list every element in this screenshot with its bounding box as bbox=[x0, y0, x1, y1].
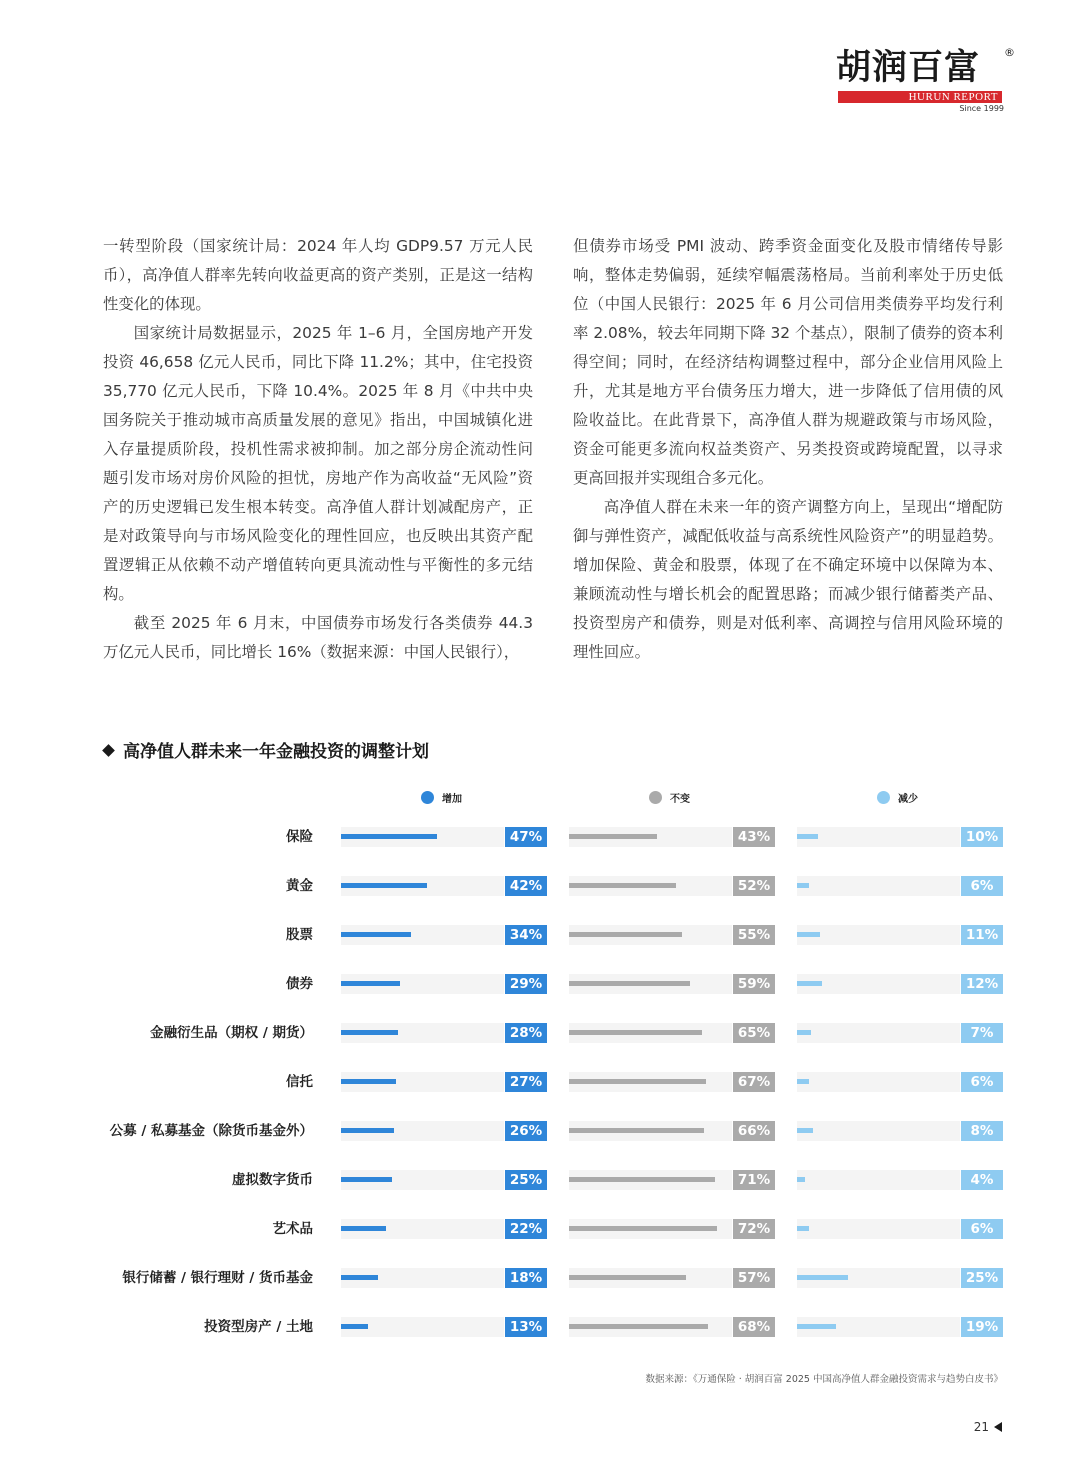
bar-track bbox=[797, 1072, 960, 1092]
registered-mark: ® bbox=[1004, 46, 1015, 59]
value-label: 66% bbox=[733, 1121, 775, 1141]
bar-track bbox=[797, 1023, 960, 1043]
legend-label: 增加 bbox=[442, 794, 462, 805]
bar-unchanged bbox=[569, 1079, 706, 1084]
paragraph: 国家统计局数据显示，2025 年 1–6 月，全国房地产开发投资 46,658 亿元人民币，同比下降 11.2%；其中，住宅投资 35,770 亿元人民币，下降 10.4%。2025 年 8 月《中共中央国务院关于推动城市高质量发展的意见》指出，中国城镇化进入存量提质阶段，投机性需求被抑制。加之部分房企流动性问题引发市场对房价风险的担忧，房地产作为高收益“无风险”资产的历史逻辑已发生根本转变。高净值人群计划减配房产，正是对政策导向与市场风险变化的理性回应，也反映出其资产配置逻辑正从依赖不动产增值转向更具流动性与平衡性的多元结构。 bbox=[103, 324, 533, 603]
value-label: 6% bbox=[961, 1072, 1003, 1092]
bar-increase bbox=[341, 883, 427, 888]
value-label: 19% bbox=[961, 1317, 1003, 1337]
value-label: 11% bbox=[961, 925, 1003, 945]
value-label: 18% bbox=[505, 1268, 547, 1288]
category-label: 黄金 bbox=[286, 878, 313, 894]
logo-since: Since 1999 bbox=[959, 104, 1004, 113]
logo-title: 胡润百富 bbox=[836, 48, 981, 88]
bar-increase bbox=[341, 1128, 394, 1133]
category-label: 银行储蓄 / 银行理财 / 货币基金 bbox=[122, 1270, 313, 1286]
bar-track bbox=[797, 925, 960, 945]
bar-decrease bbox=[797, 1226, 809, 1231]
value-label: 65% bbox=[733, 1023, 775, 1043]
category-label: 信托 bbox=[286, 1074, 313, 1090]
value-label: 57% bbox=[733, 1268, 775, 1288]
bar-decrease bbox=[797, 1128, 813, 1133]
bar-unchanged bbox=[569, 1275, 686, 1280]
value-label: 10% bbox=[961, 827, 1003, 847]
value-label: 22% bbox=[505, 1219, 547, 1239]
legend-label: 减少 bbox=[898, 794, 918, 805]
value-label: 42% bbox=[505, 876, 547, 896]
logo-subtitle: HURUN REPORT bbox=[908, 91, 998, 103]
category-label: 保险 bbox=[286, 829, 313, 845]
value-label: 26% bbox=[505, 1121, 547, 1141]
bar-increase bbox=[341, 1226, 386, 1231]
bar-increase bbox=[341, 1030, 398, 1035]
paragraph: 高净值人群在未来一年的资产调整方向上，呈现出“增配防御与弹性资产，减配低收益与高系统性风险资产”的明显趋势。增加保险、黄金和股票，体现了在不确定环境中以保障为本、兼顾流动性与增长机会的配置思路；而减少银行储蓄类产品、投资型房产和债券，则是对低利率、高调控与信用风险环境的理性回应。 bbox=[573, 498, 1003, 661]
category-label: 艺术品 bbox=[272, 1221, 313, 1237]
bar-unchanged bbox=[569, 834, 657, 839]
bar-increase bbox=[341, 1079, 396, 1084]
bar-increase bbox=[341, 932, 411, 937]
bar-increase bbox=[341, 834, 437, 839]
category-label: 虚拟数字货币 bbox=[232, 1172, 313, 1188]
bar-track bbox=[797, 1170, 960, 1190]
bar-decrease bbox=[797, 883, 809, 888]
value-label: 25% bbox=[505, 1170, 547, 1190]
category-label: 投资型房产 / 土地 bbox=[204, 1319, 313, 1335]
bar-unchanged bbox=[569, 1177, 715, 1182]
value-label: 55% bbox=[733, 925, 775, 945]
value-label: 68% bbox=[733, 1317, 775, 1337]
chart-title-text: 高净值人群未来一年金融投资的调整计划 bbox=[123, 742, 429, 762]
bar-decrease bbox=[797, 1324, 836, 1329]
bar-increase bbox=[341, 1275, 378, 1280]
bar-decrease bbox=[797, 1177, 805, 1182]
value-label: 4% bbox=[961, 1170, 1003, 1190]
bar-increase bbox=[341, 1324, 368, 1329]
bar-unchanged bbox=[569, 883, 676, 888]
value-label: 72% bbox=[733, 1219, 775, 1239]
paragraph: 截至 2025 年 6 月末，中国债券市场发行各类债券 44.3 万亿元人民币，同比增长 16%（数据来源：中国人民银行）， bbox=[103, 614, 533, 661]
bar-decrease bbox=[797, 1030, 811, 1035]
category-label: 金融衍生品（期权 / 期货） bbox=[150, 1025, 313, 1041]
data-source-note: 数据来源：《万通保险 · 胡润百富 2025 中国高净值人群金融投资需求与趋势白皮书》 bbox=[645, 1374, 1003, 1385]
category-label: 债券 bbox=[286, 976, 313, 992]
page-arrow-icon bbox=[994, 1422, 1002, 1432]
value-label: 43% bbox=[733, 827, 775, 847]
value-label: 59% bbox=[733, 974, 775, 994]
bar-increase bbox=[341, 1177, 392, 1182]
bar-increase bbox=[341, 981, 400, 986]
category-label: 股票 bbox=[286, 927, 313, 943]
bar-track bbox=[797, 827, 960, 847]
value-label: 34% bbox=[505, 925, 547, 945]
bar-decrease bbox=[797, 1079, 809, 1084]
bar-unchanged bbox=[569, 932, 682, 937]
bar-track bbox=[797, 1121, 960, 1141]
value-label: 8% bbox=[961, 1121, 1003, 1141]
legend-label: 不变 bbox=[670, 794, 690, 805]
category-label: 公募 / 私募基金（除货币基金外） bbox=[109, 1123, 313, 1139]
bar-unchanged bbox=[569, 1128, 704, 1133]
value-label: 25% bbox=[961, 1268, 1003, 1288]
bar-decrease bbox=[797, 1275, 848, 1280]
value-label: 13% bbox=[505, 1317, 547, 1337]
page-number bbox=[974, 1420, 1002, 1434]
bar-decrease bbox=[797, 834, 818, 839]
paragraph: 但债券市场受 PMI 波动、跨季资金面变化及股市情绪传导影响，整体走势偏弱，延续窄幅震荡格局。当前利率处于历史低位（中国人民银行：2025 年 6 月公司信用类债券平均发行利率 2.08%，较去年同期下降 32 个基点），限制了债券的资本利得空间；同时，在经济结构调整过程中，部分企业信用风险上升，尤其是地方平台债务压力增大，进一步降低了信用债的风险收益比。在此背景下，高净值人群为规避政策与市场风险，资金可能更多流向权益类资产、另类投资或跨境配置，以寻求更高回报并实现组合多元化。 bbox=[573, 237, 1003, 487]
value-label: 47% bbox=[505, 827, 547, 847]
value-label: 27% bbox=[505, 1072, 547, 1092]
page-number-text: 21 bbox=[973, 1420, 989, 1434]
bar-track bbox=[797, 876, 960, 896]
bar-unchanged bbox=[569, 981, 690, 986]
value-label: 29% bbox=[505, 974, 547, 994]
value-label: 6% bbox=[961, 876, 1003, 896]
bar-unchanged bbox=[569, 1324, 708, 1329]
bar-decrease bbox=[797, 981, 822, 986]
value-label: 52% bbox=[733, 876, 775, 896]
value-label: 28% bbox=[505, 1023, 547, 1043]
bar-decrease bbox=[797, 932, 820, 937]
bar-unchanged bbox=[569, 1030, 702, 1035]
value-label: 7% bbox=[961, 1023, 1003, 1043]
bar-unchanged bbox=[569, 1226, 717, 1231]
value-label: 67% bbox=[733, 1072, 775, 1092]
bar-track bbox=[797, 1219, 960, 1239]
value-label: 12% bbox=[961, 974, 1003, 994]
value-label: 6% bbox=[961, 1219, 1003, 1239]
paragraph: 一转型阶段（国家统计局：2024 年人均 GDP9.57 万元人民币），高净值人群率先转向收益更高的资产类别，正是这一结构性变化的体现。 bbox=[103, 237, 533, 313]
value-label: 71% bbox=[733, 1170, 775, 1190]
